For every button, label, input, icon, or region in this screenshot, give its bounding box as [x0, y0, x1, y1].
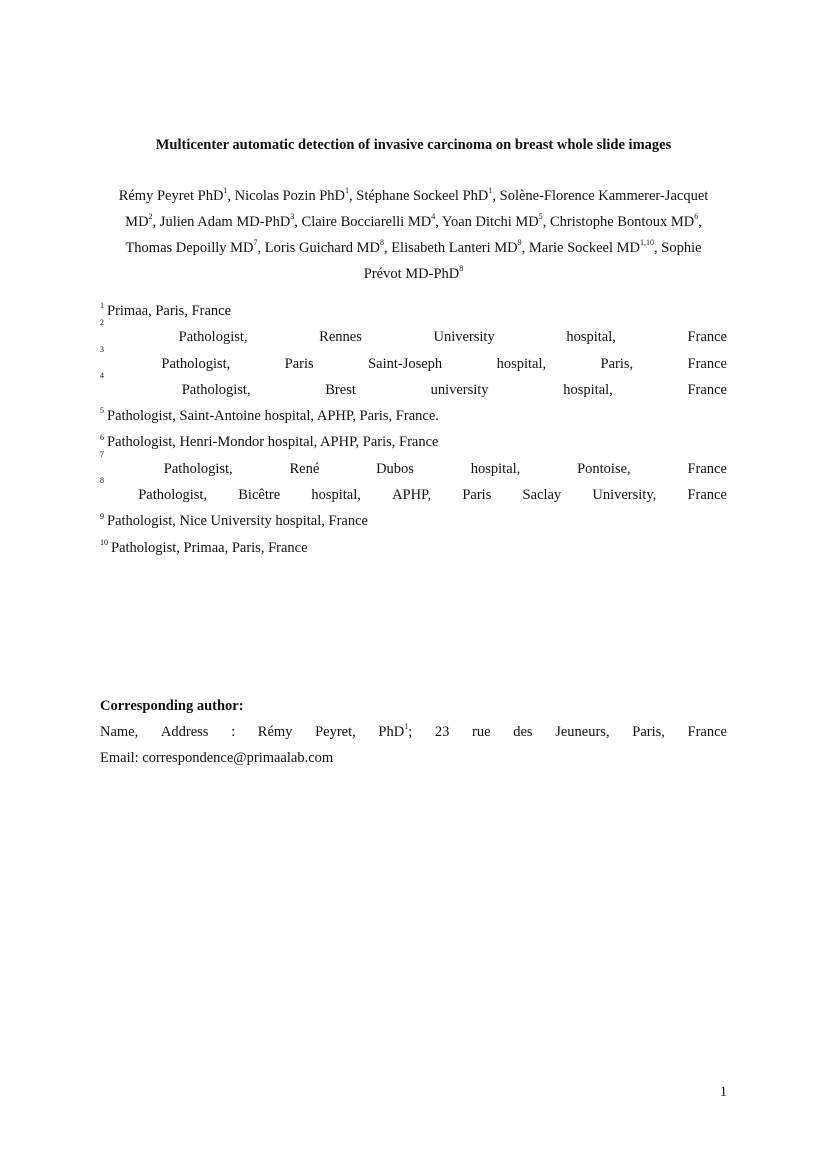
- affiliation-number: 5: [100, 406, 104, 416]
- affiliation-word: Paris,: [600, 355, 634, 372]
- affiliation-word: France: [687, 460, 727, 477]
- author-name: Nicolas Pozin PhD: [234, 188, 346, 204]
- corresponding-author-email: Email: correspondence@primaalab.com: [100, 750, 334, 766]
- address-word-text: Peyret,: [315, 724, 356, 740]
- affiliation-number: 8: [100, 476, 104, 486]
- affiliation-word: Paris: [284, 355, 314, 372]
- address-word: [161, 719, 209, 745]
- affiliation-superscript: 1: [345, 186, 350, 196]
- affiliation-superscript: 4: [431, 212, 436, 222]
- address-word-text: Name,: [100, 724, 139, 740]
- author-line: [100, 261, 727, 287]
- affiliation-superscript: 8: [379, 238, 384, 248]
- affiliation-item: [100, 403, 727, 429]
- affiliation-word: APHP,: [392, 487, 432, 504]
- author-name: Prévot MD-PhD: [363, 266, 460, 282]
- affiliation-word: France: [687, 381, 727, 398]
- affiliation-word: Rennes: [319, 329, 362, 346]
- affiliation-word: Bicêtre: [238, 487, 281, 504]
- address-word: [472, 719, 491, 745]
- author-name: Julien Adam MD-PhD: [159, 214, 291, 230]
- affiliation-number: 7: [100, 449, 104, 459]
- affiliation-word: hospital,: [496, 355, 547, 372]
- author-line: Rémy Peyret PhD$^1$, Nicolas Pozin PhD$^1$, Stéphane Sockeel PhD$^1$, Solène-Florence Kammerer-Jacquet: [118, 186, 709, 204]
- affiliation-word: Paris: [462, 487, 492, 504]
- address-word-text: Rémy: [257, 724, 293, 740]
- affiliation-superscript: 8: [459, 264, 464, 274]
- affiliation-word: university: [430, 381, 489, 398]
- address-semicolon: ;: [408, 724, 413, 740]
- address-word-text: Paris,: [632, 724, 665, 740]
- author-list: [100, 183, 727, 287]
- affiliation-word: hospital,: [563, 381, 613, 398]
- author-name: Rémy Peyret PhD: [118, 188, 224, 204]
- author-name: Marie Sockeel MD: [528, 240, 641, 256]
- affiliation-word: hospital,: [566, 329, 616, 346]
- affiliation-superscript: 1: [488, 186, 493, 196]
- address-word-text: Address: [160, 724, 209, 740]
- affiliation-word: France: [687, 487, 727, 504]
- affiliation-word: France: [687, 355, 727, 372]
- affiliation-word: Dubos: [376, 460, 414, 477]
- affiliation-superscript: 5: [538, 212, 543, 222]
- affiliation-word: Saint-Joseph: [368, 355, 443, 372]
- affiliation-word: Saclay: [522, 487, 562, 504]
- author-name: Claire Bocciarelli MD: [301, 214, 432, 230]
- affiliation-item: [100, 535, 727, 561]
- affiliation-word: Pathologist,: [163, 460, 233, 477]
- address-word-text: des: [513, 724, 533, 740]
- affiliation-number: 6: [100, 432, 104, 442]
- affiliation-item: [100, 449, 727, 482]
- author-line: Thomas Depoilly $MD^7$, Loris Guichard $MD^8$, Elisabeth Lanteri $MD^9$, Marie Sockeel MD$^{1,10}$, Sophie: [125, 238, 702, 256]
- affiliation-number: 3: [100, 344, 104, 354]
- affiliation-word: University: [433, 329, 495, 346]
- affiliation-word: France: [687, 329, 727, 346]
- affiliation-word: Pathologist,: [138, 487, 208, 504]
- affiliation-word: Pathologist,: [178, 329, 248, 346]
- address-word: [435, 719, 450, 745]
- affiliation-text: Pathologist, Henri-Mondor hospital, APHP, Paris, France: [107, 434, 439, 451]
- address-word-text: rue: [472, 724, 491, 740]
- affiliation-superscript: 1,10: [640, 238, 655, 248]
- affiliation-number: 9: [100, 511, 104, 521]
- affiliation-word: Brest: [325, 381, 356, 398]
- author-name: Elisabeth Lanteri MD: [391, 240, 518, 256]
- address-word-text: 23: [434, 724, 450, 740]
- affiliation-word: University,: [592, 487, 657, 504]
- corresponding-author-heading: Corresponding author:: [100, 698, 244, 714]
- affiliation-text: Pathologist, Primaa, Paris, France: [111, 539, 308, 556]
- address-word-text: Jeuneurs,: [555, 724, 610, 740]
- affiliation-superscript: 1: [404, 722, 409, 732]
- affiliation-item: [100, 429, 727, 455]
- affiliation-superscript: 3: [290, 212, 295, 222]
- affiliation-word: Pontoise,: [577, 460, 631, 477]
- affiliation-text: Pathologist, Saint-Antoine hospital, APHP, Paris, France.: [107, 408, 439, 425]
- author-name: Loris Guichard MD: [264, 240, 380, 256]
- affiliation-superscript: 2: [148, 212, 153, 222]
- author-name: Solène-Florence Kammerer-Jacquet: [499, 188, 709, 204]
- affiliation-number: 2: [100, 318, 104, 328]
- author-line: $MD^2$, Julien Adam MD-PhD$^3$, Claire Bocciarelli $MD^4$, Yoan Ditchi $MD^5$, Christophe Bontoux $MD^6$,: [125, 212, 702, 230]
- address-word-text: France: [687, 724, 727, 740]
- address-word: [100, 719, 138, 745]
- author-name: Stéphane Sockeel PhD: [356, 188, 489, 204]
- address-word: [378, 719, 412, 745]
- affiliation-word: hospital,: [470, 460, 521, 477]
- author-name: Christophe Bontoux MD: [550, 214, 695, 230]
- author-name: Yoan Ditchi MD: [441, 214, 539, 230]
- corresponding-author-address: [100, 719, 727, 745]
- author-name: Thomas Depoilly MD: [125, 240, 254, 256]
- affiliation-number: 1: [100, 301, 104, 311]
- address-word: [555, 719, 609, 745]
- affiliation-word: René: [289, 460, 320, 477]
- affiliation-superscript: 7: [253, 238, 258, 248]
- affiliation-superscript: 1: [223, 186, 228, 196]
- affiliation-superscript: 6: [694, 212, 699, 222]
- affiliation-item: [100, 344, 727, 377]
- address-word: [315, 719, 356, 745]
- affiliation-superscript: 9: [517, 238, 522, 248]
- affiliation-text: Pathologist, Nice University hospital, France: [107, 513, 368, 530]
- address-word: [258, 719, 293, 745]
- paper-title: Multicenter automatic detection of invasive carcinoma on breast whole slide images: [155, 137, 672, 153]
- address-word: [632, 719, 665, 745]
- affiliation-item: [100, 508, 727, 534]
- address-word-text: :: [231, 724, 236, 740]
- author-name: Sophie: [661, 240, 702, 256]
- affiliation-word: Pathologist,: [161, 355, 231, 372]
- affiliation-word: Pathologist,: [181, 381, 251, 398]
- address-word: [688, 719, 727, 745]
- author-name: MD: [125, 214, 149, 230]
- affiliation-word: hospital,: [311, 487, 361, 504]
- address-word-text: PhD: [378, 724, 405, 740]
- address-word: [231, 719, 235, 745]
- corresponding-author-section: [100, 693, 727, 771]
- affiliation-item: [100, 370, 727, 403]
- address-word: [513, 719, 532, 745]
- page-number: 1: [719, 1084, 727, 1100]
- affiliation-number: 4: [100, 370, 104, 380]
- affiliation-item: [100, 476, 727, 508]
- affiliation-number: 10: [100, 537, 108, 547]
- affiliation-list: [100, 298, 727, 561]
- affiliation-item: [100, 318, 727, 350]
- affiliation-text: Primaa, Paris, France: [107, 303, 232, 319]
- affiliation-item: [100, 298, 727, 324]
